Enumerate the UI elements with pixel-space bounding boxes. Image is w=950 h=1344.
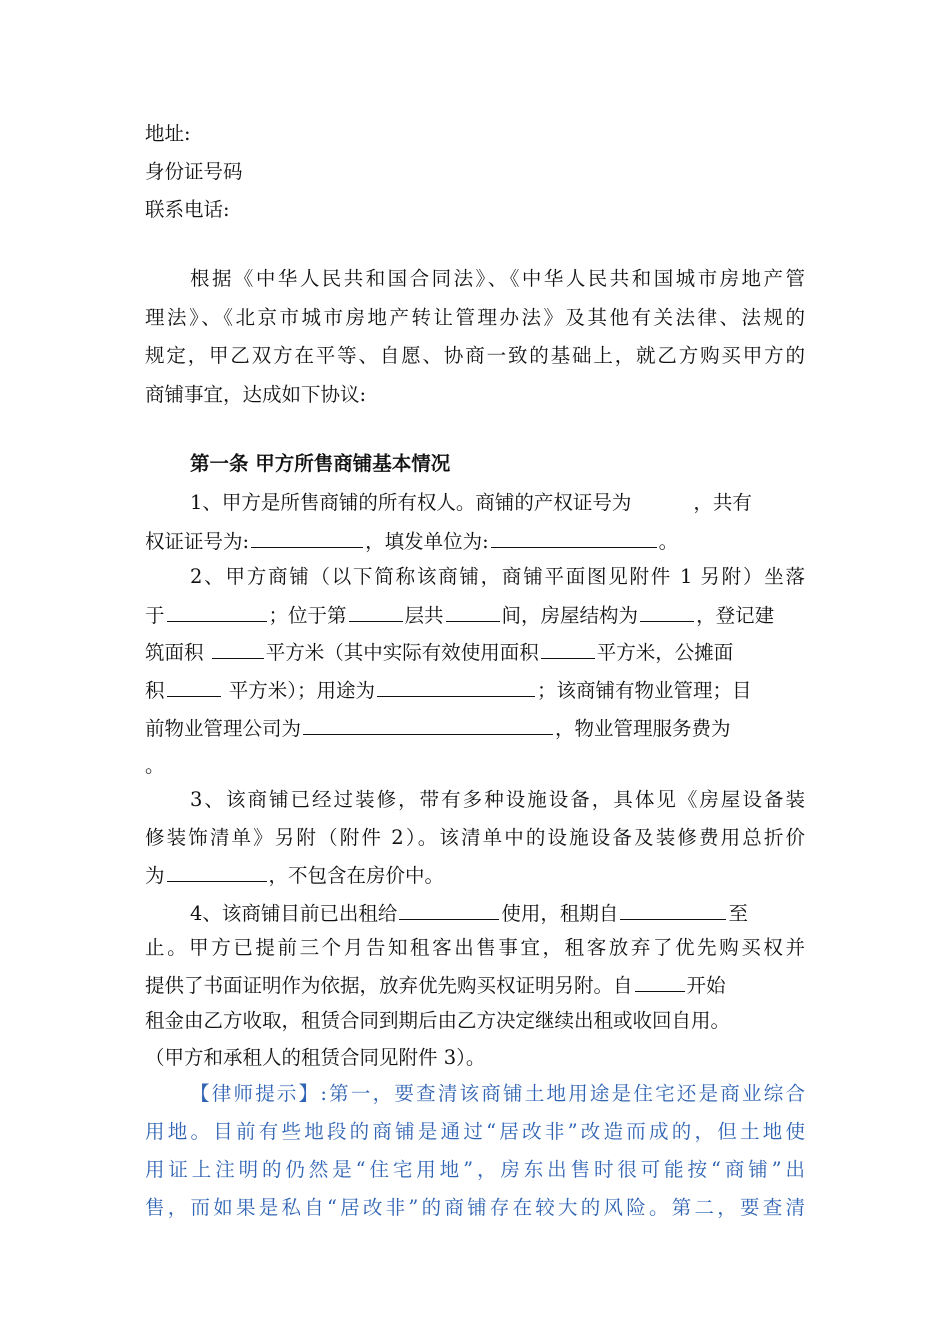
article1-p2-line: 前物业管理公司为 ，物业管理服务费为: [145, 714, 731, 742]
article1-p4-line: 提供了书面证明作为依据，放弃优先购买权证明另附。自 开始: [145, 971, 726, 999]
article1-p4-line: 4、该商铺目前已出租给 使用，租期自 至: [190, 899, 748, 927]
blank-field: [251, 527, 363, 548]
preamble-line: 商铺事宜，达成如下协议:: [145, 383, 367, 406]
article1-p2-line: 于 ；位于第 层共 间，房屋结构为 ，登记建: [145, 601, 774, 629]
article1-p4-line: 止。甲方已提前三个月告知租客出售事宜，租客放弃了优先购买权并: [145, 936, 805, 959]
blank-field: [167, 601, 267, 622]
article1-p3-line: 修装饰清单》另附（附件 2）。该清单中的设施设备及装修费用总折价: [145, 826, 805, 849]
blank-field: [620, 899, 726, 920]
blank-field: [491, 527, 657, 548]
blank-field: [399, 899, 499, 920]
phone-label: 联系电话:: [145, 198, 230, 221]
preamble-line: 规定，甲乙双方在平等、自愿、协商一致的基础上，就乙方购买甲方的: [145, 344, 805, 367]
id-number-label: 身份证号码: [145, 160, 243, 183]
article1-p2-line: 2、甲方商铺（以下简称该商铺，商铺平面图见附件 1 另附）坐落: [190, 565, 805, 588]
lawyer-tip-line: 【律师提示】:第一，要查清该商铺土地用途是住宅还是商业综合: [190, 1082, 805, 1105]
lawyer-tip-line: 用地。目前有些地段的商铺是通过“居改非”改造而成的，但土地使: [145, 1120, 805, 1143]
article1-p2-line: 。: [145, 754, 165, 777]
address-label: 地址:: [145, 122, 191, 145]
article1-p2-line: 筑面积 平方米（其中实际有效使用面积 平方米，公摊面: [145, 638, 733, 666]
preamble-line: 理法》、《北京市城市房地产转让管理办法》及其他有关法律、法规的: [145, 306, 805, 329]
article1-p1-line: 权证证号为: ，填发单位为: 。: [145, 527, 678, 555]
blank-field: [167, 861, 267, 882]
article1-p2-line: 积 平方米）；用途为 ；该商铺有物业管理；目: [145, 676, 752, 704]
blank-field: [541, 638, 595, 659]
article1-p4-line: 租金由乙方收取，租赁合同到期后由乙方决定继续出租或收回自用。: [145, 1009, 731, 1032]
blank-field: [377, 676, 535, 697]
blank-field: [633, 489, 691, 509]
blank-field: [349, 601, 403, 622]
article1-p4-line: （甲方和承租人的租赁合同见附件 3）。: [145, 1046, 486, 1069]
lawyer-tip-line: 用证上注明的仍然是“住宅用地”，房东出售时很可能按“商铺”出: [145, 1158, 805, 1181]
blank-field: [167, 676, 221, 697]
article1-p3-line: 3、该商铺已经过装修，带有多种设施设备，具体见《房屋设备装: [190, 788, 805, 811]
lawyer-tip-line: 售，而如果是私自“居改非”的商铺存在较大的风险。第二，要查清: [145, 1196, 805, 1219]
blank-field: [446, 601, 500, 622]
blank-field: [635, 971, 685, 992]
blank-field: [640, 601, 694, 622]
preamble-line: 根据《中华人民共和国合同法》、《中华人民共和国城市房地产管: [190, 267, 805, 290]
blank-field: [303, 714, 553, 735]
article1-p1-line: 1、甲方是所售商铺的所有权人。商铺的产权证号为 ，共有: [190, 491, 752, 514]
blank-field: [212, 638, 264, 659]
article1-p3-line: 为 ，不包含在房价中。: [145, 861, 444, 889]
article1-title: 第一条 甲方所售商铺基本情况: [190, 452, 451, 475]
